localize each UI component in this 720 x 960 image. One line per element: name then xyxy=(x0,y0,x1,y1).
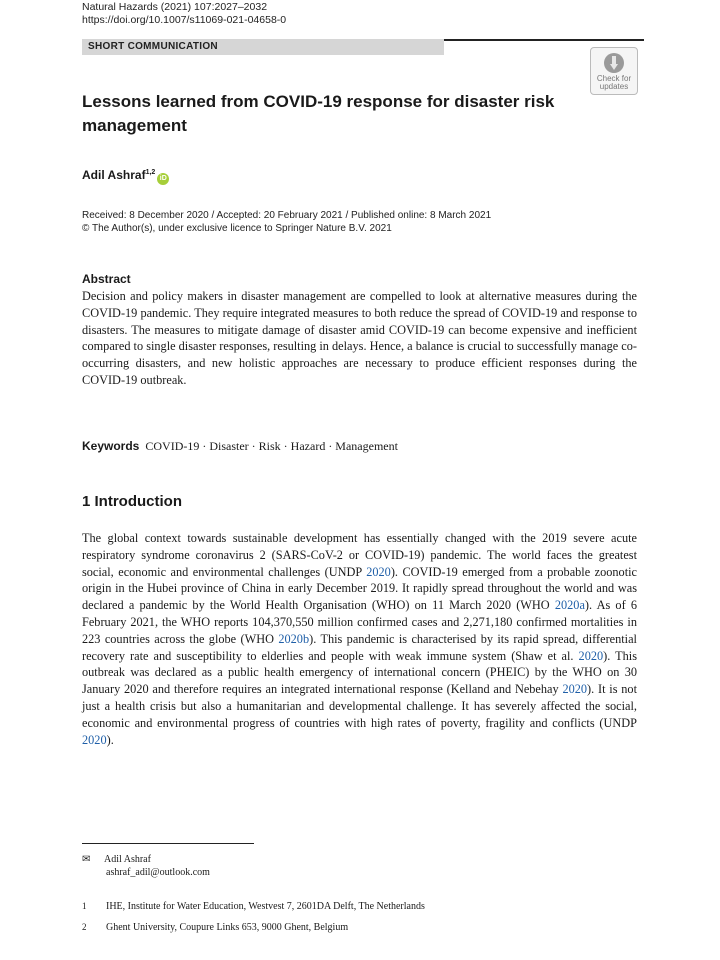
crossmark-label-line2: updates xyxy=(599,82,629,91)
keywords-list: COVID-19 · Disaster · Risk · Hazard · Management xyxy=(145,439,398,453)
author xyxy=(82,165,169,185)
corresponding-author xyxy=(82,853,151,867)
corresponding-author-name: Adil Ashraf xyxy=(104,854,151,865)
affiliation-2 xyxy=(82,920,348,935)
keywords xyxy=(82,438,398,454)
citation-link[interactable]: 2020a xyxy=(554,598,585,613)
citation-link[interactable]: 2020 xyxy=(82,732,107,747)
crossmark-label-line1: Check for xyxy=(596,74,632,83)
intro-text-segment: ). This pandemic is characterised by its rapid spread, differential recovery rate and susceptibility to elderlies and people with weak immune system (Shaw et al. xyxy=(82,631,637,663)
doi-link[interactable]: https://doi.org/10.1007/s11069-021-04658-0 xyxy=(82,14,287,26)
footnote-rule xyxy=(82,843,254,844)
introduction-paragraph xyxy=(82,530,637,748)
affiliation-number: 1 xyxy=(82,901,87,911)
citation-link[interactable]: 2020 xyxy=(366,564,391,579)
crossmark-icon xyxy=(603,52,625,74)
journal-reference: Natural Hazards (2021) 107:2027–2032 xyxy=(82,1,268,13)
license-notice: © The Author(s), under exclusive licence to Springer Nature B.V. 2021 xyxy=(82,223,392,234)
author-name[interactable]: Adil Ashraf xyxy=(82,168,146,182)
citation-link[interactable]: 2020 xyxy=(562,682,588,697)
author-affiliation-marks: 1,2 xyxy=(145,169,156,176)
corresponding-author-email[interactable]: ashraf_adil@outlook.com xyxy=(106,867,210,878)
crossmark-label xyxy=(597,75,631,91)
introduction-heading: 1 Introduction xyxy=(82,493,182,510)
affiliation-number: 2 xyxy=(82,922,87,932)
citation-link[interactable]: 2020b xyxy=(278,631,310,646)
abstract-text: Decision and policy makers in disaster management are compelled to look at alternative measures during the COVID-19 pandemic. They require integrated measures to both reduce the spread of COVID-19 and response to disasters. The measures to mitigate damage of disaster amid COVID-19 can become expensive and inefficient compared to single disaster responses, resulting in delays. Hence, a balance is crucial to successfully manage co-occurring disasters, and new holistic approaches are necessary to produce efficient responses during the COVID-19 outbreak. xyxy=(82,289,637,387)
affiliation-1 xyxy=(82,899,425,914)
article-title: Lessons learned from COVID-19 response for disaster risk management xyxy=(82,92,555,135)
orcid-icon[interactable]: iD xyxy=(157,173,169,185)
envelope-icon: ✉ xyxy=(82,854,91,865)
affiliation-text: Ghent University, Coupure Links 653, 9000 Ghent, Belgium xyxy=(106,922,349,933)
abstract-heading: Abstract xyxy=(82,272,131,286)
intro-text-segment: ). As of 6 February 2021, the WHO reports 104,370,550 million confirmed cases and 2,271,180 confirmed mortalities in 223 countries across the globe (WHO xyxy=(82,598,637,646)
citation-link[interactable]: 2020 xyxy=(578,648,604,663)
intro-text-segment: ). xyxy=(106,732,114,747)
publication-dates: Received: 8 December 2020 / Accepted: 20 February 2021 / Published online: 8 March 2021 xyxy=(82,210,492,221)
section-rule xyxy=(444,39,644,41)
intro-text-segment: ). This outbreak was declared as a public health emergency of international concern (PHEIC) by the WHO on 30 January 2020 and therefore requires an integrated international response (Kelland and Nebehay xyxy=(82,648,637,697)
check-for-updates-button[interactable] xyxy=(590,47,638,95)
affiliation-text: IHE, Institute for Water Education, Westvest 7, 2601DA Delft, The Netherlands xyxy=(106,901,425,912)
intro-text-segment: ). It is not just a health crisis but also a humanitarian and developmental challenge. It has severely affected the social, economic and environmental progress of countries with high rates of poverty, fragility and conflicts (UNDP xyxy=(82,682,637,730)
intro-text-segment: ). COVID-19 emerged from a probable zoonotic origin in the Hubei province of China in early December 2019. It rapidly spread throughout the world and was declared a pandemic by the World Health Organisation (WHO) on 11 March 2020 (WHO xyxy=(82,564,637,613)
keywords-label: Keywords xyxy=(82,439,140,453)
section-label: SHORT COMMUNICATION xyxy=(82,39,444,55)
intro-text-segment: The global context towards sustainable development has essentially changed with the 2019 severe acute respiratory syndrome coronavirus 2 (SARS-CoV-2 or COVID-19) pandemic. The world faces the greatest social, economic and environmental challenges (UNDP xyxy=(82,531,637,579)
